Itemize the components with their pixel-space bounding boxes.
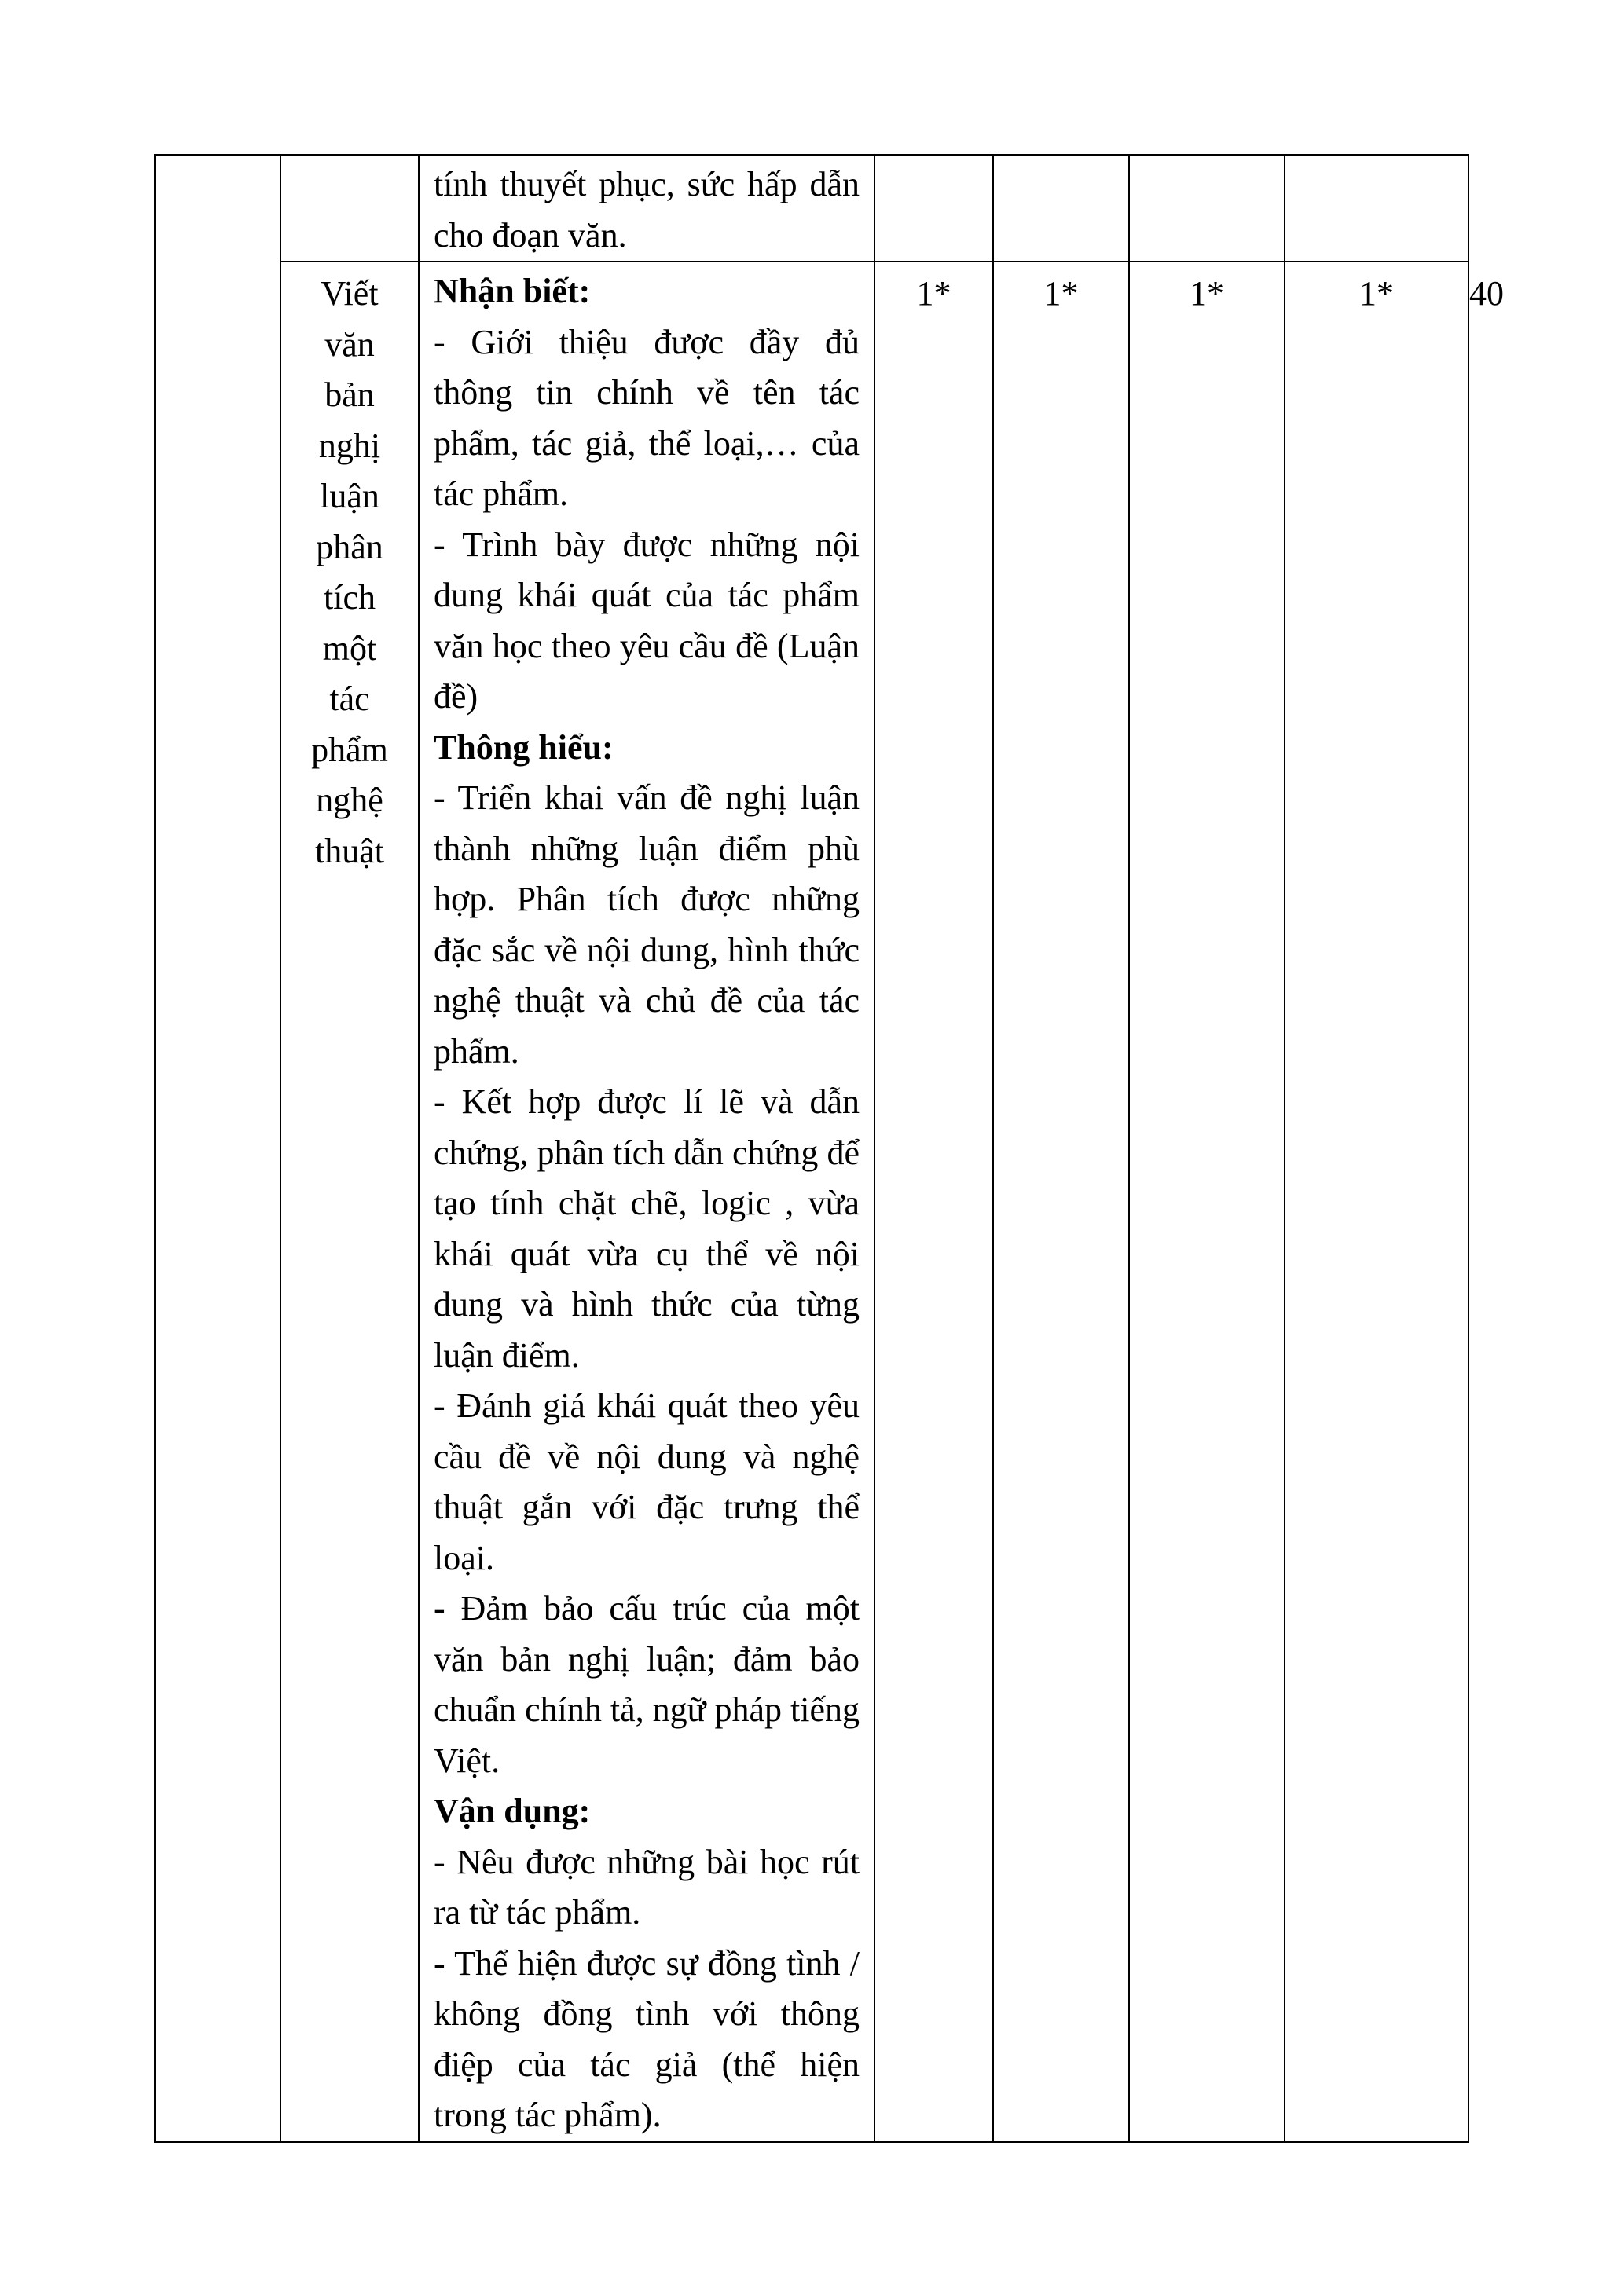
topic-line: thuật <box>315 831 384 870</box>
topic-line: luận <box>320 477 379 515</box>
cell-description <box>419 262 874 2142</box>
topic-line: tích <box>324 578 376 617</box>
thong-hieu-heading: Thông hiểu: <box>434 727 614 767</box>
topic-line: bản <box>324 375 375 414</box>
table-row-continued <box>155 155 1468 262</box>
topic-line: phân <box>316 527 383 566</box>
cell-count-1-empty <box>874 155 993 262</box>
topic-line: nghệ <box>316 781 383 819</box>
cell-count-4-empty <box>1285 155 1468 262</box>
van-dung-item: - Thể hiện được sự đồng tình / không đồng tình với thông điệp của tác giả (thể hiện trong tác phẩm). <box>434 1943 860 2134</box>
topic-line: nghị <box>318 426 381 465</box>
thong-hieu-item: - Kết hợp được lí lẽ và dẫn chứng, phân tích dẫn chứng để tạo tính chặt chẽ, logic , vừa khái quát vừa cụ thể về nội dung và hình thức của từng luận điểm. <box>434 1082 860 1375</box>
description-continued-text: tính thuyết phục, sức hấp dẫn cho đoạn văn. <box>434 165 860 255</box>
thong-hieu-item: - Đảm bảo cấu trúc của một văn bản nghị luận; đảm bảo chuẩn chính tả, ngữ pháp tiếng Việt. <box>434 1589 860 1780</box>
cell-description-continued <box>419 155 874 262</box>
topic-line: văn <box>324 324 375 364</box>
topic-line: tác <box>329 679 370 718</box>
nhan-biet-heading: Nhận biết: <box>434 272 591 310</box>
thong-hieu-item: - Đánh giá khái quát theo yêu cầu đề về nội dung và nghệ thuật gắn với đặc trưng thể loại. <box>434 1386 860 1577</box>
cell-count-van-dung-cao: 1* <box>1285 262 1468 2142</box>
van-dung-item: - Nêu được những bài học rút ra từ tác phẩm. <box>434 1842 860 1932</box>
cell-topic <box>280 262 419 2142</box>
thong-hieu-item: - Triển khai vấn đề nghị luận thành những luận điểm phù hợp. Phân tích được những đặc sắc về nội dung, hình thức nghệ thuật và chủ đề của tác phẩm. <box>434 778 860 1071</box>
cell-count-nhan-biet: 1* <box>874 262 993 2142</box>
nhan-biet-item: - Trình bày được những nội dung khái quát của tác phẩm văn học theo yêu cầu đề (Luận đề) <box>434 525 860 716</box>
cell-index-empty <box>155 155 280 2142</box>
cell-count-3-empty <box>1129 155 1285 262</box>
nhan-biet-item: - Giới thiệu được đầy đủ thông tin chính về tên tác phẩm, tác giả, thể loại,… của tác phẩm. <box>434 322 860 513</box>
cell-count-van-dung: 1* <box>1129 262 1285 2142</box>
topic-line: phẩm <box>311 730 388 769</box>
exam-matrix-table <box>154 154 1504 2143</box>
cell-count-thong-hieu: 1* <box>993 262 1129 2142</box>
topic-line: Viết <box>321 274 379 313</box>
topic-line: một <box>322 628 377 668</box>
cell-count-2-empty <box>993 155 1129 262</box>
table-row-main: Viết văn bản nghị luận phân tích một tác phẩm nghệ thuật Nhận biết: - Giới thiệu được đầy đủ thông tin chính về tên tác phẩm, tác giả, thể loại,… của tác phẩm. - Trình bày được những nội dung khái quát của tác phẩm văn học theo yêu cầu đề (Luận đề) Thông hiểu: - Triển khai vấn đề nghị luận thành những luận điểm phù hợp. Phân tích được những đặc sắc về nội dung, hình thức nghệ thuật và chủ đề của tác phẩm. - Kết hợp được lí lẽ và dẫn chứng, phân tích dẫn chứng để tạo tính chặt chẽ, logic , vừa khái quát vừa cụ thể về nội dung và hình thức của từng luận điểm. - Đánh giá khái quát theo yêu cầu đề về nội dung và nghệ thuật gắn với đặc trưng thể loại. - Đảm bảo cấu trúc của một văn bản nghị luận; đảm bảo chuẩn chính tả, ngữ pháp tiếng Việt. Vận dụng: - Nêu được những bài học rút ra từ tác phẩm. - Thể hiện được sự đồng tình / không đồng tình với thông điệp của tác giả (thể hiện trong tác phẩm). 1* 1* 1* 1* 40 <box>155 262 1468 2142</box>
van-dung-heading: Vận dụng: <box>434 1792 591 1830</box>
cell-topic-empty <box>280 155 419 262</box>
